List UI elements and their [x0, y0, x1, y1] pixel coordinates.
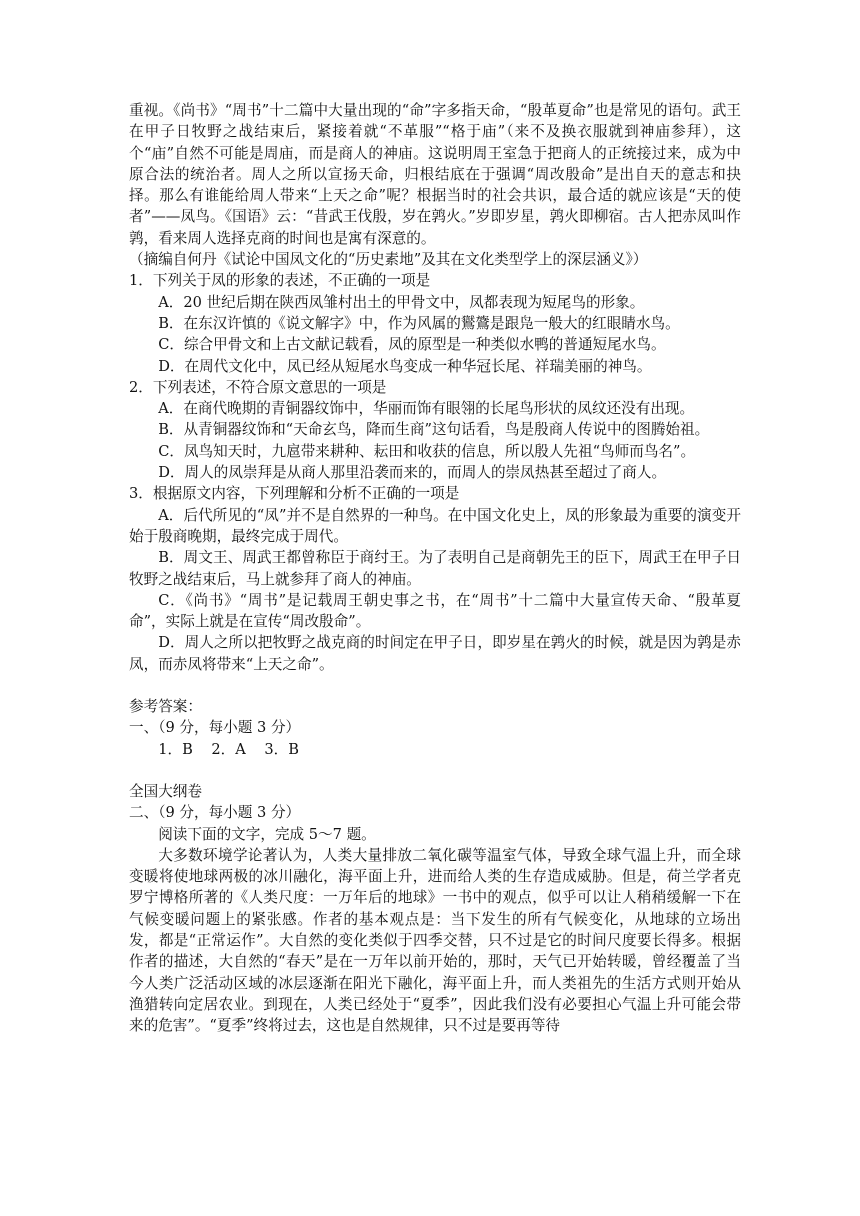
section-heading: 二、（9 分，每小题 3 分） — [129, 804, 301, 822]
reading-paragraph: 大多数环境学论著认为，人类大量排放二氧化碳等温室气体，导致全球气温上升，而全球变暖将使地球两极的冰川融化，海平面上升，进而给人类的生存造成威胁。但是，荷兰学者克罗宁博格所著的《人类尺度：一万年后的地球》一书中的观点，似乎可以让人稍稍缓解一下在气候变暖问题上的紧张感。作者的基本观点是：当下发生的所有气候变化，从地球的立场出发，都是“正常运作”。大自然的变化类似于四季交替，只不过是它的时间尺度要长得多。根据作者的描述，大自然的“春天”是在一万年以前开始的，那时，天气已开始转暖，曾经覆盖了当今人类广泛活动区域的冰层逐渐在阳光下融化，海平面上升，而人类祖先的生活方式则开始从渔猎转向定居农业。到现在，人类已经处于“夏季”，因此我们没有必要担心气温上升可能会带来的危害”。“夏季”终将过去，这也是自然规律，只不过是要再等待 — [129, 846, 741, 1035]
question-1 — [129, 270, 741, 376]
question-stem: 2．下列表述，不符合原文意思的一项是 — [129, 378, 387, 396]
option-c: C．凤鸟知天时，九扈带来耕种、耘田和收获的信息，所以殷人先祖“鸟师而鸟名”。 — [158, 442, 696, 460]
option-c: C．综合甲骨文和上古文献记载看，凤的原型是一种类似水鸭的普通短尾水鸟。 — [158, 336, 666, 354]
answer-items: 1．B 2．A 3．B — [158, 740, 299, 758]
question-2 — [129, 377, 741, 483]
option-b: B．周文王、周武王都曾称臣于商纣王。为了表明自己是商朝先王的臣下，周武王在甲子日牧野之战结束后，马上就参拜了商人的神庙。 — [129, 549, 741, 588]
spacer — [129, 675, 741, 696]
spacer — [129, 760, 741, 781]
answer-section: 一、（9 分，每小题 3 分） — [129, 719, 301, 737]
answer-heading: 参考答案： — [129, 698, 202, 716]
option-a: A．20 世纪后期在陕西凤雏村出土的甲骨文中，凤都表现为短尾鸟的形象。 — [158, 293, 645, 311]
option-b: B．在东汉许慎的《说文解字》中，作为风属的鸑鷟是跟凫一般大的红眼睛水鸟。 — [158, 314, 680, 332]
option-c: C．《尚书》“周书”是记载周王朝史事之书，在“周书”十二篇中大量宣传天命、“殷革夏命”，实际上就是在宣传“周改殷命”。 — [129, 591, 741, 631]
question-stem: 3．根据原文内容，下列理解和分析不正确的一项是 — [129, 485, 460, 503]
exam-title: 全国大纲卷 — [129, 782, 202, 800]
option-d: D．周人之所以把牧野之战克商的时间定在甲子日，即岁星在鹑火的时候，就是因为鹑是赤凤，而赤凤将带来“上天之命”。 — [129, 634, 741, 673]
reading-instruction: 阅读下面的文字，完成 5～7 题。 — [158, 825, 376, 843]
option-b: B．从青铜器纹饰和“天命玄鸟，降而生商”这句话看，鸟是殷商人传说中的图腾始祖。 — [158, 421, 710, 439]
document-page — [129, 100, 741, 1036]
question-3 — [129, 483, 741, 675]
option-a: A．后代所见的“凤”并不是自然界的一种鸟。在中国文化史上，凤的形象最为重要的演变开始于殷商晚期，最终完成于周代。 — [129, 506, 741, 545]
answer-key — [129, 696, 741, 760]
option-d: D．周人的凤崇拜是从商人那里沿袭而来的，而周人的崇凤热甚至超过了商人。 — [158, 464, 667, 482]
passage-paragraph: 重视。《尚书》“周书”十二篇中大量出现的“命”字多指天命，“殷革夏命”也是常见的语句。武王在甲子日牧野之战结束后，紧接着就“不革服”“格于庙”（来不及换衣服就到神庙参拜），这个“庙”自然不可能是周庙，而是商人的神庙。这说明周王室急于把商人的正统接过来，成为中原合法的统治者。周人之所以宣扬天命，归根结底在于强调“周改殷命”是出自天的意志和抉择。那么有谁能给周人带来“上天之命”呢？根据当时的社会共识，最合适的就应该是“天的使者”——凤鸟。《国语》云：“昔武王伐殷，岁在鹑火。”岁即岁星，鹑火即柳宿。古人把赤凤叫作鹑，看来周人选择克商的时间也是寓有深意的。 — [129, 102, 741, 247]
passage-source: （摘编自何丹《试论中国凤文化的“历史素地”及其在文化类型学上的深层涵义》） — [129, 251, 648, 269]
option-d: D．在周代文化中，凤已经从短尾水鸟变成一种华冠长尾、祥瑞美丽的神鸟。 — [158, 357, 652, 375]
option-a: A．在商代晚期的青铜器纹饰中，华丽而饰有眼翎的长尾鸟形状的凤纹还没有出现。 — [158, 400, 695, 418]
question-stem: 1．下列关于凤的形象的表述，不正确的一项是 — [129, 272, 431, 290]
